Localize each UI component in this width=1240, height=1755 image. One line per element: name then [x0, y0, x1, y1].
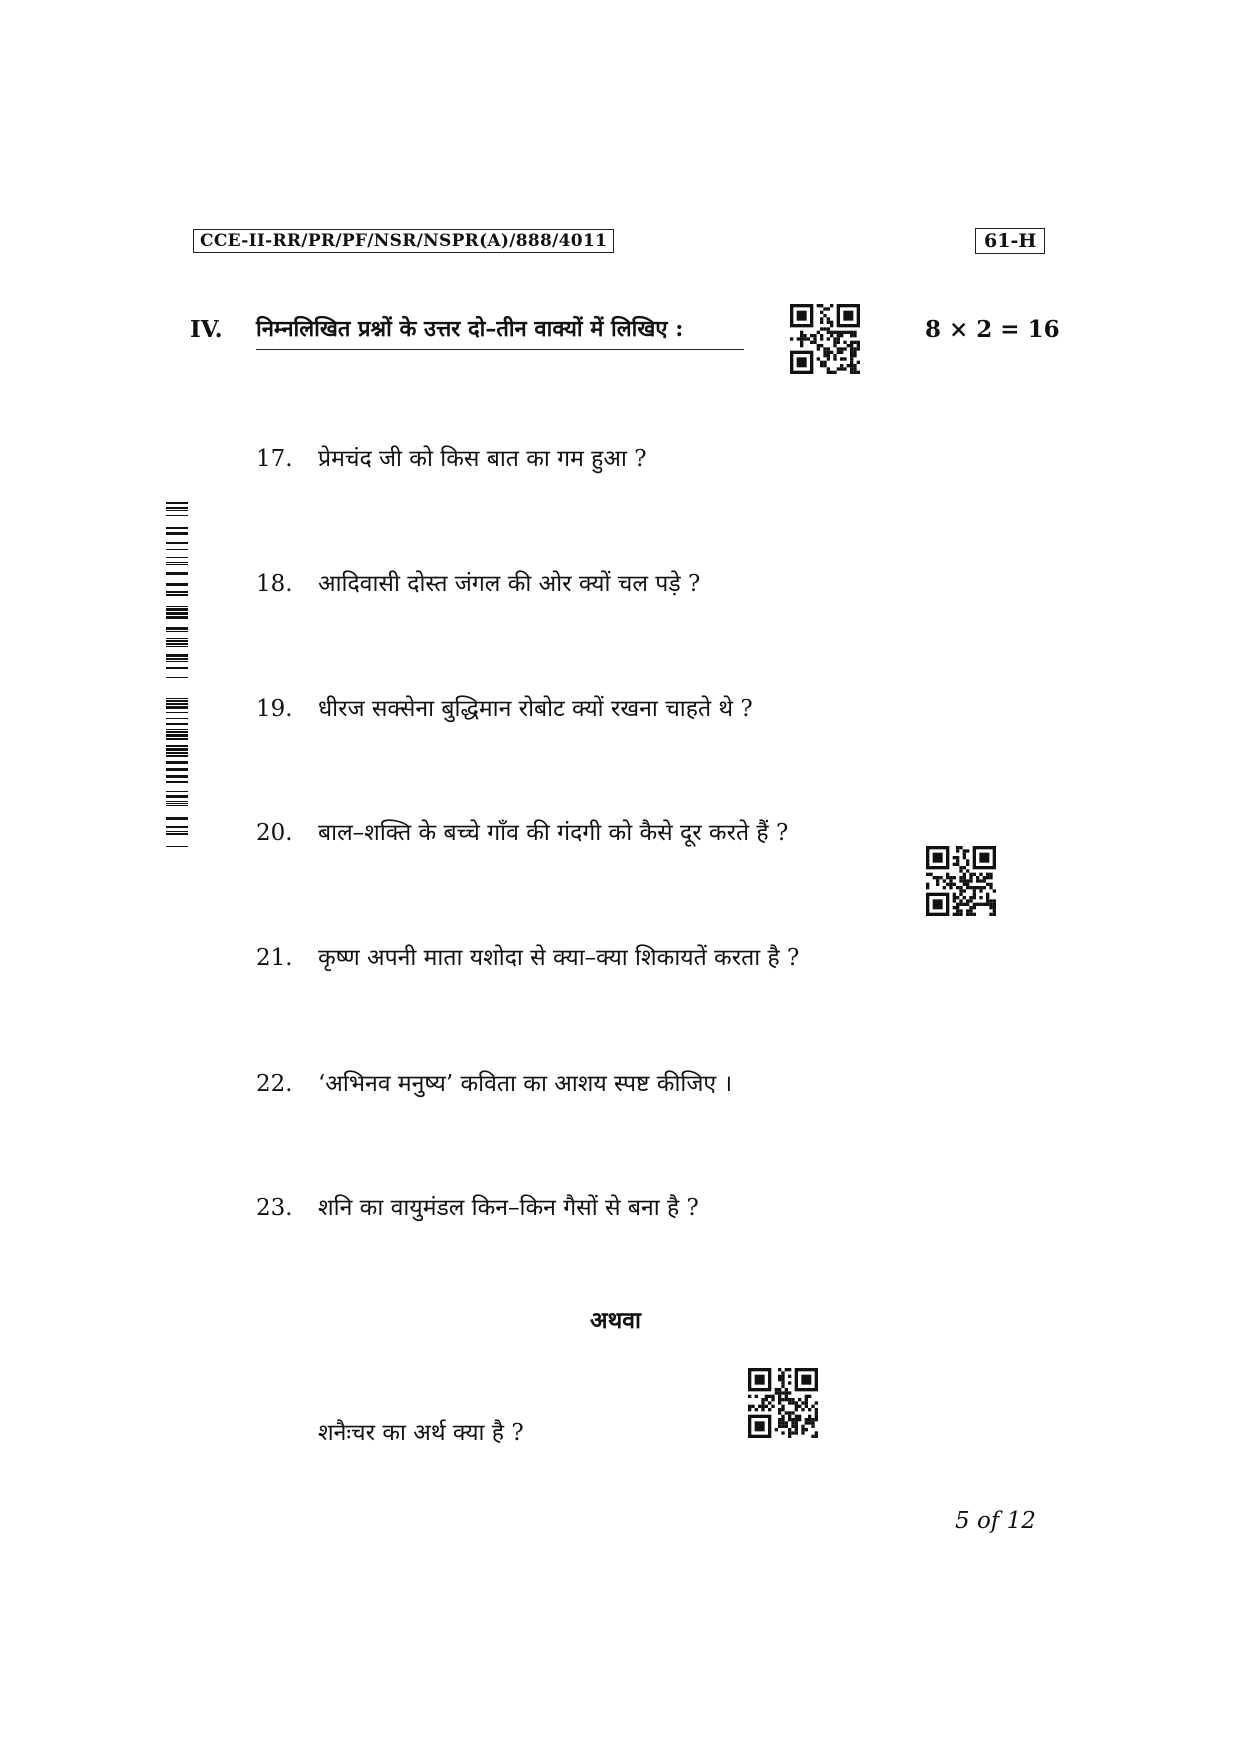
- question-17: [256, 441, 647, 473]
- alternative-question: शनैःचर का अर्थ क्या है ?: [318, 1420, 524, 1446]
- or-separator: अथवा: [590, 1307, 642, 1334]
- question-text: ‘अभिनव मनुष्य’ कविता का आशय स्पष्ट कीजिए ।: [318, 1071, 733, 1097]
- paper-id-badge: 61-H: [975, 228, 1045, 254]
- question-20: [256, 815, 788, 847]
- qr-code-icon: [790, 304, 860, 374]
- question-number: 17.: [256, 446, 293, 472]
- qr-code-icon: [926, 846, 996, 916]
- question-text: प्रेमचंद जी को किस बात का गम हुआ ?: [318, 446, 647, 472]
- question-22: [256, 1066, 732, 1098]
- question-number: 19.: [256, 696, 293, 722]
- question-text: शनि का वायुमंडल किन–किन गैसों से बना है ?: [318, 1195, 699, 1221]
- question-text: कृष्ण अपनी माता यशोदा से क्या–क्या शिकायतें करता है ?: [318, 945, 800, 971]
- question-text: धीरज सक्सेना बुद्धिमान रोबोट क्यों रखना चाहते थे ?: [318, 696, 753, 722]
- question-number: 21.: [256, 945, 293, 971]
- question-19: [256, 691, 753, 723]
- page-number: 5 of 12: [955, 1508, 1036, 1534]
- question-23: [256, 1190, 699, 1222]
- question-number: 20.: [256, 820, 293, 846]
- question-text: आदिवासी दोस्त जंगल की ओर क्यों चल पड़े ?: [318, 571, 701, 597]
- question-text: बाल–शक्ति के बच्चे गाँव की गंदगी को कैसे दूर करते हैं ?: [318, 820, 789, 846]
- question-18: [256, 566, 700, 598]
- question-21: [256, 940, 799, 972]
- question-number: 23.: [256, 1195, 293, 1221]
- section-marks: 8 × 2 = 16: [925, 316, 1060, 343]
- barcode-icon: [166, 502, 188, 850]
- section-number: IV.: [190, 316, 223, 343]
- paper-code-label: CCE-II-RR/PR/PF/NSR/NSPR(A)/888/4011: [193, 229, 614, 253]
- qr-code-icon: [748, 1368, 818, 1438]
- section-instruction: निम्नलिखित प्रश्नों के उत्तर दो–तीन वाक्यों में लिखिए :: [256, 313, 744, 350]
- question-number: 18.: [256, 571, 293, 597]
- question-number: 22.: [256, 1071, 293, 1097]
